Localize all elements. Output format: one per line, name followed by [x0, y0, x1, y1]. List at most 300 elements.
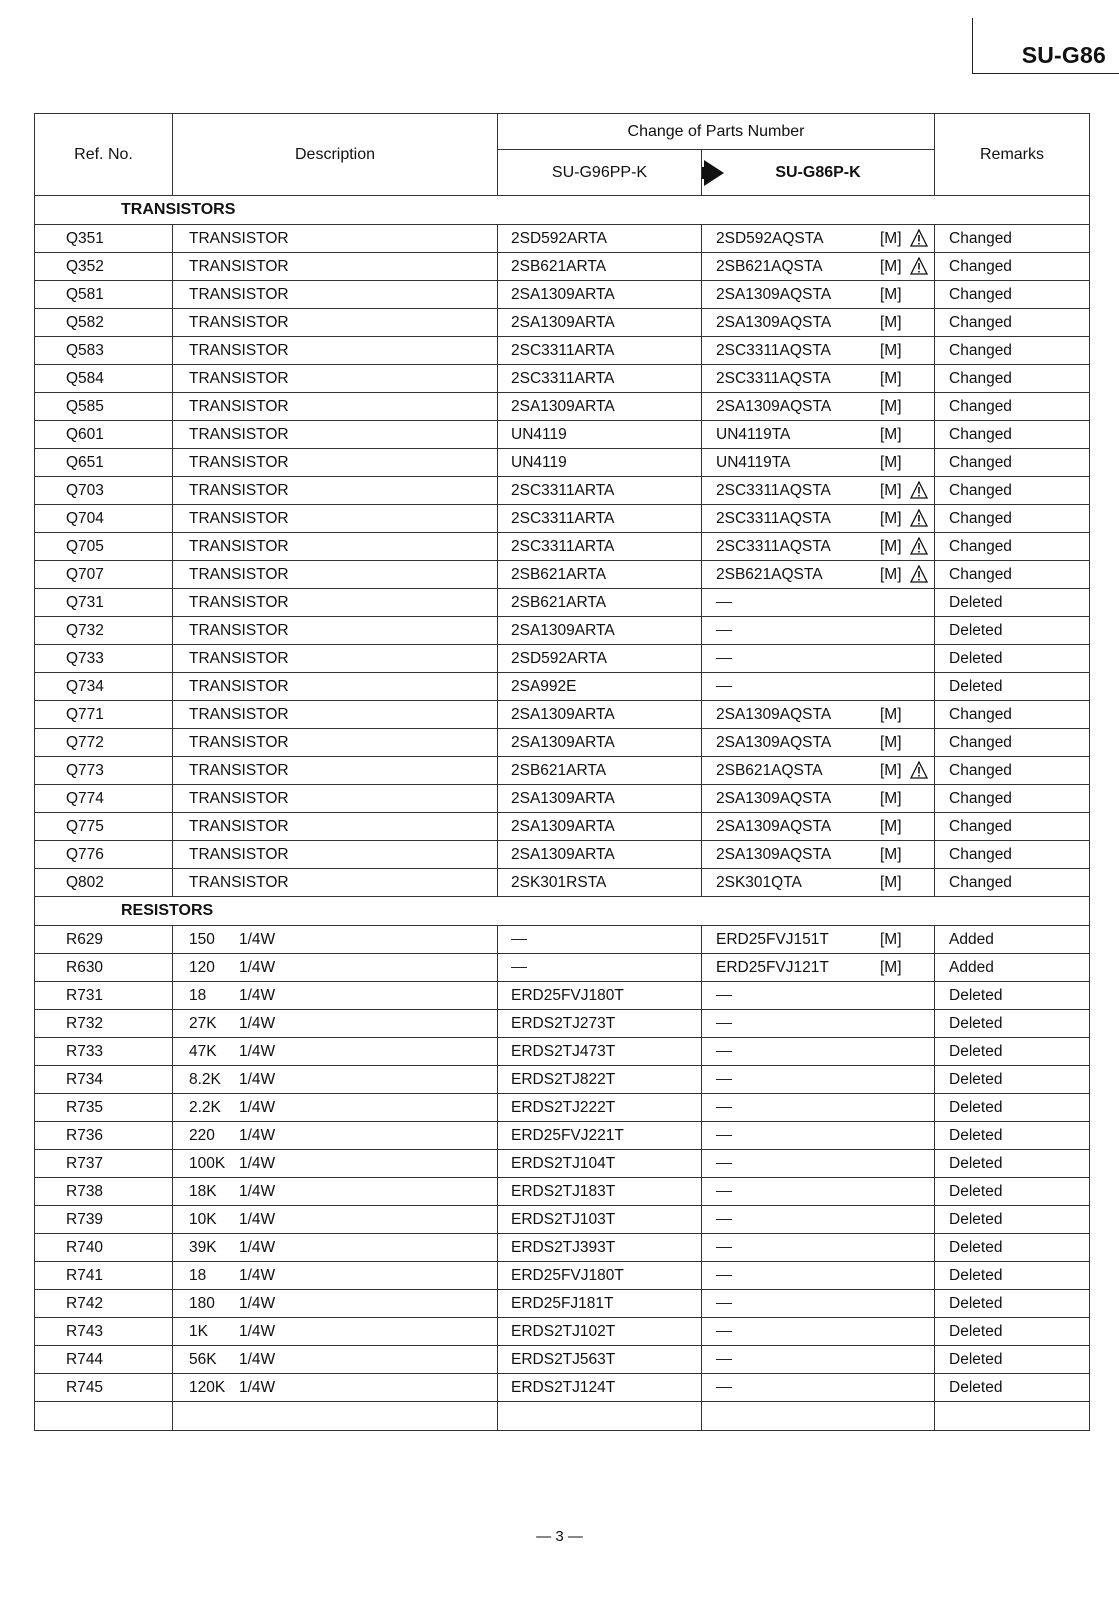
- table-row: [35, 1290, 1090, 1318]
- new-part-cell: [702, 561, 935, 589]
- remarks-cell: Deleted: [935, 1066, 1090, 1094]
- table-row: [35, 673, 1090, 701]
- new-part-cell: [702, 841, 935, 869]
- description-cell: [173, 1234, 498, 1262]
- marker-label: [M]: [880, 342, 902, 359]
- description-cell: [173, 954, 498, 982]
- resistor-value: 47K: [189, 1042, 217, 1060]
- table-row: [35, 365, 1090, 393]
- ref-no-cell: Q581: [35, 281, 173, 309]
- ref-no-cell: Q774: [35, 785, 173, 813]
- resistor-wattage: 1/4W: [239, 1378, 276, 1396]
- new-part-cell: [702, 421, 935, 449]
- description-cell: [173, 1206, 498, 1234]
- new-part-cell: [702, 365, 935, 393]
- new-part-cell: [702, 954, 935, 982]
- table-row: [35, 869, 1090, 897]
- ref-no-cell: R629: [35, 926, 173, 954]
- new-part-cell: [702, 813, 935, 841]
- ref-no-cell: R739: [35, 1206, 173, 1234]
- resistor-value: 1K: [189, 1322, 208, 1340]
- new-part-cell: [702, 982, 935, 1010]
- description-cell: TRANSISTOR: [173, 673, 498, 701]
- old-part-cell: 2SD592ARTA: [498, 225, 702, 253]
- new-part-cell: [702, 1122, 935, 1150]
- marker-label: [M]: [880, 566, 902, 583]
- description-cell: TRANSISTOR: [173, 477, 498, 505]
- remarks-cell: Changed: [935, 281, 1090, 309]
- resistor-wattage: 1/4W: [239, 930, 276, 948]
- none-dash: [716, 602, 732, 603]
- table-row: [35, 477, 1090, 505]
- table-row: [35, 1038, 1090, 1066]
- none-dash: [716, 1107, 732, 1108]
- old-part-cell: 2SA1309ARTA: [498, 729, 702, 757]
- remarks-cell: Added: [935, 926, 1090, 954]
- resistor-wattage: 1/4W: [239, 1238, 276, 1256]
- new-part-number: 2SB621AQSTA: [716, 257, 823, 275]
- model-code: SU-G86: [1021, 42, 1106, 68]
- new-part-number: ERD25FVJ151T: [716, 930, 829, 948]
- ref-no-cell: R738: [35, 1178, 173, 1206]
- new-part-number: 2SK301QTA: [716, 873, 802, 891]
- table-row: [35, 1346, 1090, 1374]
- ref-no-cell: Q584: [35, 365, 173, 393]
- none-dash: [716, 1219, 732, 1220]
- section-title: RESISTORS: [35, 897, 1090, 926]
- empty-cell: [173, 1402, 498, 1431]
- ref-no-cell: Q351: [35, 225, 173, 253]
- new-part-cell: [702, 1346, 935, 1374]
- old-part-cell: 2SA1309ARTA: [498, 813, 702, 841]
- table-row: [35, 617, 1090, 645]
- ref-no-cell: Q583: [35, 337, 173, 365]
- remarks-cell: Deleted: [935, 1010, 1090, 1038]
- remarks-cell: Changed: [935, 365, 1090, 393]
- remarks-cell: Changed: [935, 309, 1090, 337]
- warning-triangle-icon: [910, 565, 928, 583]
- none-dash: [716, 1079, 732, 1080]
- ref-no-cell: R630: [35, 954, 173, 982]
- none-dash: [716, 1135, 732, 1136]
- description-cell: TRANSISTOR: [173, 561, 498, 589]
- description-cell: TRANSISTOR: [173, 421, 498, 449]
- description-cell: TRANSISTOR: [173, 505, 498, 533]
- new-part-cell: [702, 1262, 935, 1290]
- ref-no-cell: Q582: [35, 309, 173, 337]
- description-cell: [173, 1290, 498, 1318]
- new-part-number: 2SA1309AQSTA: [716, 733, 832, 751]
- marker-label: [M]: [880, 286, 902, 303]
- resistor-wattage: 1/4W: [239, 1182, 276, 1200]
- table-row: [35, 337, 1090, 365]
- new-part-cell: [702, 1290, 935, 1318]
- old-part-cell: 2SD592ARTA: [498, 645, 702, 673]
- resistor-wattage: 1/4W: [239, 958, 276, 976]
- description-cell: TRANSISTOR: [173, 449, 498, 477]
- header-description: Description: [173, 114, 498, 196]
- new-part-cell: [702, 253, 935, 281]
- remarks-cell: Changed: [935, 337, 1090, 365]
- table-row: [35, 449, 1090, 477]
- new-part-cell: [702, 505, 935, 533]
- ref-no-cell: Q704: [35, 505, 173, 533]
- ref-no-cell: R735: [35, 1094, 173, 1122]
- resistor-value: 120K: [189, 1378, 226, 1396]
- header-new-model-cell: [702, 150, 935, 196]
- remarks-cell: Added: [935, 954, 1090, 982]
- empty-cell: [702, 1402, 935, 1431]
- description-cell: TRANSISTOR: [173, 785, 498, 813]
- table-row: [35, 926, 1090, 954]
- marker-label: [M]: [880, 706, 902, 723]
- new-part-cell: [702, 1150, 935, 1178]
- table-row: [35, 785, 1090, 813]
- description-cell: TRANSISTOR: [173, 617, 498, 645]
- old-part-cell: 2SK301RSTA: [498, 869, 702, 897]
- remarks-cell: Changed: [935, 421, 1090, 449]
- warning-triangle-icon: [910, 229, 928, 247]
- remarks-cell: Deleted: [935, 1094, 1090, 1122]
- model-header-box: [972, 18, 1119, 74]
- ref-no-cell: Q585: [35, 393, 173, 421]
- description-cell: TRANSISTOR: [173, 533, 498, 561]
- description-cell: TRANSISTOR: [173, 757, 498, 785]
- remarks-cell: Changed: [935, 477, 1090, 505]
- marker-label: [M]: [880, 734, 902, 751]
- none-dash: [716, 995, 732, 996]
- table-row: [35, 982, 1090, 1010]
- old-part-cell: UN4119: [498, 421, 702, 449]
- ref-no-cell: Q731: [35, 589, 173, 617]
- warning-triangle-icon: [910, 257, 928, 275]
- new-part-number: 2SC3311AQSTA: [716, 369, 831, 387]
- old-part-cell: 2SB621ARTA: [498, 561, 702, 589]
- table-row: [35, 1010, 1090, 1038]
- old-part-cell: 2SA1309ARTA: [498, 701, 702, 729]
- new-part-number: UN4119TA: [716, 453, 791, 471]
- new-part-cell: [702, 589, 935, 617]
- old-part-cell: 2SC3311ARTA: [498, 365, 702, 393]
- none-dash: [716, 686, 732, 687]
- description-cell: TRANSISTOR: [173, 365, 498, 393]
- none-dash: [511, 939, 527, 940]
- old-part-cell: ERDS2TJ473T: [498, 1038, 702, 1066]
- table-row: [35, 561, 1090, 589]
- marker-label: [M]: [880, 370, 902, 387]
- none-dash: [716, 1359, 732, 1360]
- table-row: [35, 1374, 1090, 1402]
- marker-label: [M]: [880, 874, 902, 891]
- header-old-model: SU-G96PP-K: [498, 150, 702, 196]
- remarks-cell: Changed: [935, 701, 1090, 729]
- section-row: [35, 897, 1090, 926]
- remarks-cell: Deleted: [935, 1178, 1090, 1206]
- old-part-cell: 2SC3311ARTA: [498, 477, 702, 505]
- table-row: [35, 813, 1090, 841]
- remarks-cell: Deleted: [935, 1234, 1090, 1262]
- remarks-cell: Changed: [935, 393, 1090, 421]
- old-part-cell: ERDS2TJ222T: [498, 1094, 702, 1122]
- remarks-cell: Deleted: [935, 673, 1090, 701]
- description-cell: TRANSISTOR: [173, 281, 498, 309]
- none-dash: [716, 1303, 732, 1304]
- page-number: — 3 —: [536, 1528, 583, 1545]
- description-cell: [173, 1178, 498, 1206]
- old-part-cell: 2SA992E: [498, 673, 702, 701]
- resistor-wattage: 1/4W: [239, 1350, 276, 1368]
- ref-no-cell: Q772: [35, 729, 173, 757]
- resistor-value: 39K: [189, 1238, 217, 1256]
- none-dash: [716, 1387, 732, 1388]
- none-dash: [716, 1023, 732, 1024]
- table-row: [35, 393, 1090, 421]
- ref-no-cell: Q773: [35, 757, 173, 785]
- table-row: [35, 729, 1090, 757]
- marker-label: [M]: [880, 230, 902, 247]
- description-cell: TRANSISTOR: [173, 225, 498, 253]
- ref-no-cell: Q705: [35, 533, 173, 561]
- new-part-cell: [702, 729, 935, 757]
- ref-no-cell: R737: [35, 1150, 173, 1178]
- old-part-cell: ERD25FVJ180T: [498, 1262, 702, 1290]
- new-part-number: ERD25FVJ121T: [716, 958, 829, 976]
- none-dash: [716, 1247, 732, 1248]
- description-cell: TRANSISTOR: [173, 841, 498, 869]
- warning-triangle-icon: [910, 761, 928, 779]
- description-cell: [173, 1094, 498, 1122]
- new-part-cell: [702, 1010, 935, 1038]
- old-part-cell: 2SA1309ARTA: [498, 617, 702, 645]
- new-part-number: 2SC3311AQSTA: [716, 537, 831, 555]
- ref-no-cell: Q776: [35, 841, 173, 869]
- remarks-cell: Deleted: [935, 1290, 1090, 1318]
- table-row: [35, 841, 1090, 869]
- marker-label: [M]: [880, 931, 902, 948]
- description-cell: TRANSISTOR: [173, 393, 498, 421]
- resistor-value: 18: [189, 986, 207, 1004]
- arrow-right-icon: [702, 160, 725, 186]
- ref-no-cell: Q733: [35, 645, 173, 673]
- resistor-value: 150: [189, 930, 215, 948]
- table-row: [35, 1094, 1090, 1122]
- old-part-cell: 2SA1309ARTA: [498, 309, 702, 337]
- old-part-cell: ERD25FVJ180T: [498, 982, 702, 1010]
- remarks-cell: Deleted: [935, 1318, 1090, 1346]
- description-cell: [173, 1346, 498, 1374]
- none-dash: [716, 630, 732, 631]
- ref-no-cell: R745: [35, 1374, 173, 1402]
- resistor-value: 100K: [189, 1154, 226, 1172]
- description-cell: [173, 1150, 498, 1178]
- old-part-cell: 2SC3311ARTA: [498, 337, 702, 365]
- table-row: [35, 281, 1090, 309]
- new-part-cell: [702, 1234, 935, 1262]
- table-row: [35, 505, 1090, 533]
- old-part-cell: 2SB621ARTA: [498, 757, 702, 785]
- table-body: [35, 196, 1090, 1431]
- ref-no-cell: R744: [35, 1346, 173, 1374]
- old-part-cell: ERDS2TJ822T: [498, 1066, 702, 1094]
- old-part-cell: [498, 926, 702, 954]
- remarks-cell: Deleted: [935, 1262, 1090, 1290]
- new-part-cell: [702, 1066, 935, 1094]
- new-part-cell: [702, 477, 935, 505]
- none-dash: [716, 1051, 732, 1052]
- new-part-cell: [702, 337, 935, 365]
- description-cell: TRANSISTOR: [173, 337, 498, 365]
- header-ref-no: Ref. No.: [35, 114, 173, 196]
- new-part-cell: [702, 1178, 935, 1206]
- old-part-cell: UN4119: [498, 449, 702, 477]
- new-part-cell: [702, 281, 935, 309]
- description-cell: TRANSISTOR: [173, 589, 498, 617]
- new-part-cell: [702, 926, 935, 954]
- new-part-cell: [702, 869, 935, 897]
- new-part-cell: [702, 309, 935, 337]
- remarks-cell: Changed: [935, 225, 1090, 253]
- remarks-cell: Changed: [935, 841, 1090, 869]
- remarks-cell: Changed: [935, 253, 1090, 281]
- remarks-cell: Changed: [935, 785, 1090, 813]
- marker-label: [M]: [880, 258, 902, 275]
- new-part-cell: [702, 533, 935, 561]
- ref-no-cell: R736: [35, 1122, 173, 1150]
- table-row: [35, 1318, 1090, 1346]
- old-part-cell: ERDS2TJ393T: [498, 1234, 702, 1262]
- description-cell: TRANSISTOR: [173, 701, 498, 729]
- resistor-value: 56K: [189, 1350, 217, 1368]
- new-part-number: 2SA1309AQSTA: [716, 705, 832, 723]
- resistor-value: 180: [189, 1294, 215, 1312]
- remarks-cell: Changed: [935, 869, 1090, 897]
- marker-label: [M]: [880, 959, 902, 976]
- ref-no-cell: Q651: [35, 449, 173, 477]
- old-part-cell: ERDS2TJ102T: [498, 1318, 702, 1346]
- description-cell: [173, 1374, 498, 1402]
- new-part-number: 2SA1309AQSTA: [716, 285, 832, 303]
- new-part-number: 2SC3311AQSTA: [716, 481, 831, 499]
- ref-no-cell: Q732: [35, 617, 173, 645]
- ref-no-cell: R734: [35, 1066, 173, 1094]
- new-part-cell: [702, 673, 935, 701]
- new-part-cell: [702, 393, 935, 421]
- resistor-value: 18: [189, 1266, 207, 1284]
- empty-cell: [35, 1402, 173, 1431]
- warning-triangle-icon: [910, 509, 928, 527]
- description-cell: [173, 1262, 498, 1290]
- table-row: [35, 1206, 1090, 1234]
- old-part-cell: ERDS2TJ104T: [498, 1150, 702, 1178]
- resistor-wattage: 1/4W: [239, 986, 276, 1004]
- marker-label: [M]: [880, 762, 902, 779]
- description-cell: TRANSISTOR: [173, 813, 498, 841]
- remarks-cell: Changed: [935, 449, 1090, 477]
- new-part-number: 2SA1309AQSTA: [716, 313, 832, 331]
- new-part-number: UN4119TA: [716, 425, 791, 443]
- none-dash: [511, 967, 527, 968]
- table-row: [35, 954, 1090, 982]
- new-part-number: 2SA1309AQSTA: [716, 845, 832, 863]
- none-dash: [716, 1331, 732, 1332]
- description-cell: [173, 982, 498, 1010]
- new-part-cell: [702, 785, 935, 813]
- ref-no-cell: R733: [35, 1038, 173, 1066]
- description-cell: [173, 1066, 498, 1094]
- new-part-cell: [702, 225, 935, 253]
- resistor-value: 8.2K: [189, 1070, 221, 1088]
- resistor-wattage: 1/4W: [239, 1014, 276, 1032]
- none-dash: [716, 658, 732, 659]
- new-part-number: 2SC3311AQSTA: [716, 509, 831, 527]
- new-part-number: 2SA1309AQSTA: [716, 789, 832, 807]
- resistor-value: 220: [189, 1126, 215, 1144]
- old-part-cell: ERDS2TJ183T: [498, 1178, 702, 1206]
- table-row: [35, 533, 1090, 561]
- old-part-cell: 2SA1309ARTA: [498, 785, 702, 813]
- table-row: [35, 1122, 1090, 1150]
- remarks-cell: Changed: [935, 505, 1090, 533]
- remarks-cell: Deleted: [935, 1206, 1090, 1234]
- ref-no-cell: R732: [35, 1010, 173, 1038]
- ref-no-cell: R742: [35, 1290, 173, 1318]
- section-title: TRANSISTORS: [35, 196, 1090, 225]
- marker-label: [M]: [880, 454, 902, 471]
- new-part-cell: [702, 1038, 935, 1066]
- remarks-cell: Changed: [935, 533, 1090, 561]
- old-part-cell: 2SA1309ARTA: [498, 841, 702, 869]
- marker-label: [M]: [880, 482, 902, 499]
- ref-no-cell: R731: [35, 982, 173, 1010]
- resistor-wattage: 1/4W: [239, 1098, 276, 1116]
- resistor-wattage: 1/4W: [239, 1294, 276, 1312]
- warning-triangle-icon: [910, 481, 928, 499]
- header-new-model: SU-G86P-K: [775, 163, 861, 181]
- new-part-number: 2SA1309AQSTA: [716, 397, 832, 415]
- resistor-wattage: 1/4W: [239, 1322, 276, 1340]
- table-row: [35, 1234, 1090, 1262]
- old-part-cell: ERDS2TJ124T: [498, 1374, 702, 1402]
- resistor-value: 2.2K: [189, 1098, 221, 1116]
- table-row: [35, 253, 1090, 281]
- resistor-value: 10K: [189, 1210, 217, 1228]
- section-row: [35, 196, 1090, 225]
- resistor-value: 18K: [189, 1182, 217, 1200]
- ref-no-cell: Q707: [35, 561, 173, 589]
- old-part-cell: 2SC3311ARTA: [498, 505, 702, 533]
- marker-label: [M]: [880, 510, 902, 527]
- none-dash: [716, 1275, 732, 1276]
- new-part-cell: [702, 1318, 935, 1346]
- new-part-cell: [702, 1206, 935, 1234]
- marker-label: [M]: [880, 818, 902, 835]
- resistor-wattage: 1/4W: [239, 1266, 276, 1284]
- remarks-cell: Deleted: [935, 1122, 1090, 1150]
- table-row: [35, 1066, 1090, 1094]
- description-cell: [173, 1038, 498, 1066]
- description-cell: [173, 926, 498, 954]
- resistor-value: 27K: [189, 1014, 217, 1032]
- ref-no-cell: Q771: [35, 701, 173, 729]
- new-part-number: 2SC3311AQSTA: [716, 341, 831, 359]
- new-part-cell: [702, 1374, 935, 1402]
- new-part-number: 2SB621AQSTA: [716, 565, 823, 583]
- old-part-cell: ERD25FVJ221T: [498, 1122, 702, 1150]
- description-cell: TRANSISTOR: [173, 869, 498, 897]
- old-part-cell: 2SA1309ARTA: [498, 393, 702, 421]
- new-part-cell: [702, 701, 935, 729]
- warning-triangle-icon: [910, 537, 928, 555]
